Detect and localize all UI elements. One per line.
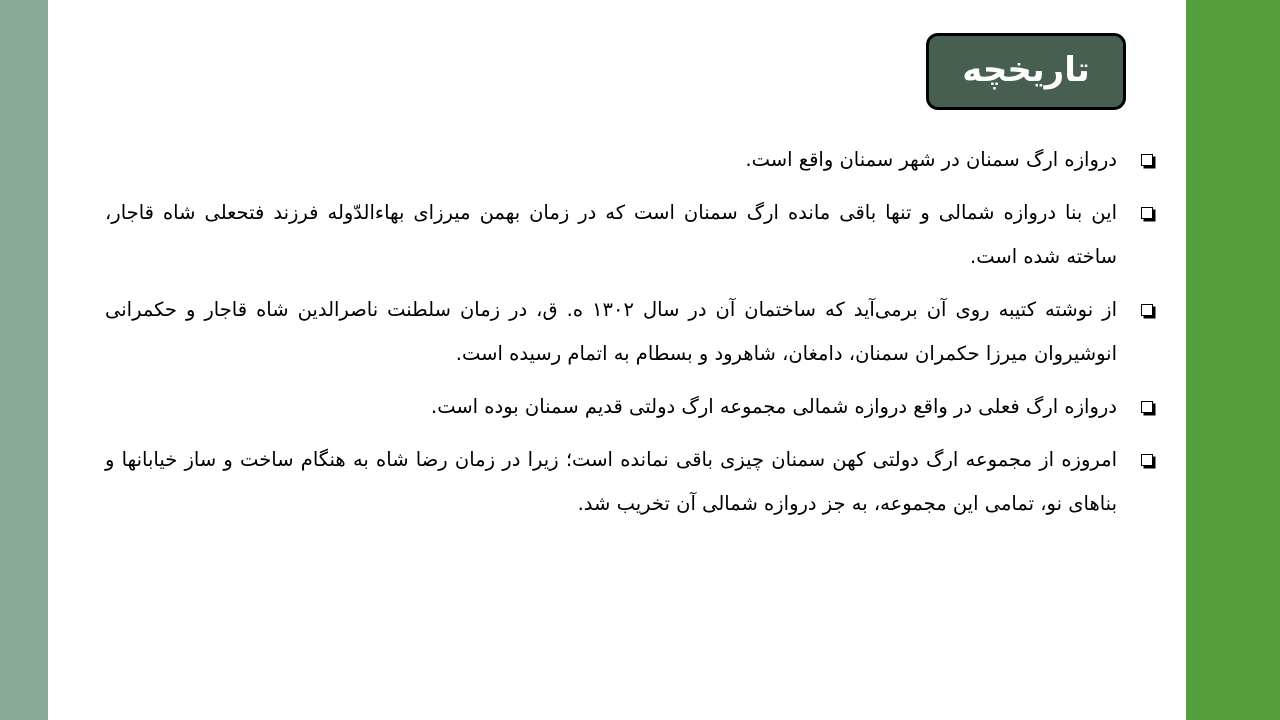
square-bullet-icon [1141, 454, 1153, 466]
square-bullet-icon [1141, 401, 1153, 413]
bullet-item [105, 191, 1155, 279]
bullet-item [105, 288, 1155, 376]
right-accent-bar [1186, 0, 1280, 720]
left-accent-bar [0, 0, 48, 720]
square-bullet-icon [1141, 154, 1153, 166]
bullet-text: از نوشته کتیبه روی آن برمی‌آید که ساختمان آن در سال ۱۳۰۲ ه. ق، در زمان سلطنت ناصرالدین شاه قاجار و حکمرانی انوشیروان میرزا حکمران سمنان، دامغان، شاهرود و بسطام به اتمام رسیده است. [105, 298, 1117, 365]
bullet-list [105, 138, 1155, 526]
square-bullet-icon [1141, 207, 1153, 219]
slide-content [105, 138, 1155, 535]
bullet-text: امروزه از مجموعه ارگ دولتی کهن سمنان چیزی باقی نمانده است؛ زیرا در زمان رضا شاه به هنگام ساخت و ساز خیابانها و بناهای نو، تمامی این مجموعه، به جز دروازه شمالی آن تخریب شد. [105, 448, 1117, 515]
bullet-text: دروازه ارگ سمنان در شهر سمنان واقع است. [745, 148, 1117, 171]
title-box [926, 33, 1126, 110]
bullet-text: دروازه ارگ فعلی در واقع دروازه شمالی مجموعه ارگ دولتی قدیم سمنان بوده است. [431, 395, 1117, 418]
square-bullet-icon [1141, 304, 1153, 316]
bullet-item [105, 138, 1155, 182]
slide-title: تاریخچه [962, 49, 1090, 90]
bullet-text: این بنا دروازه شمالی و تنها باقی مانده ارگ سمنان است که در زمان بهمن میرزای بهاءالدّوله فرزند فتحعلی شاه قاجار، ساخته شده است. [105, 201, 1117, 268]
bullet-item [105, 438, 1155, 526]
bullet-item [105, 385, 1155, 429]
